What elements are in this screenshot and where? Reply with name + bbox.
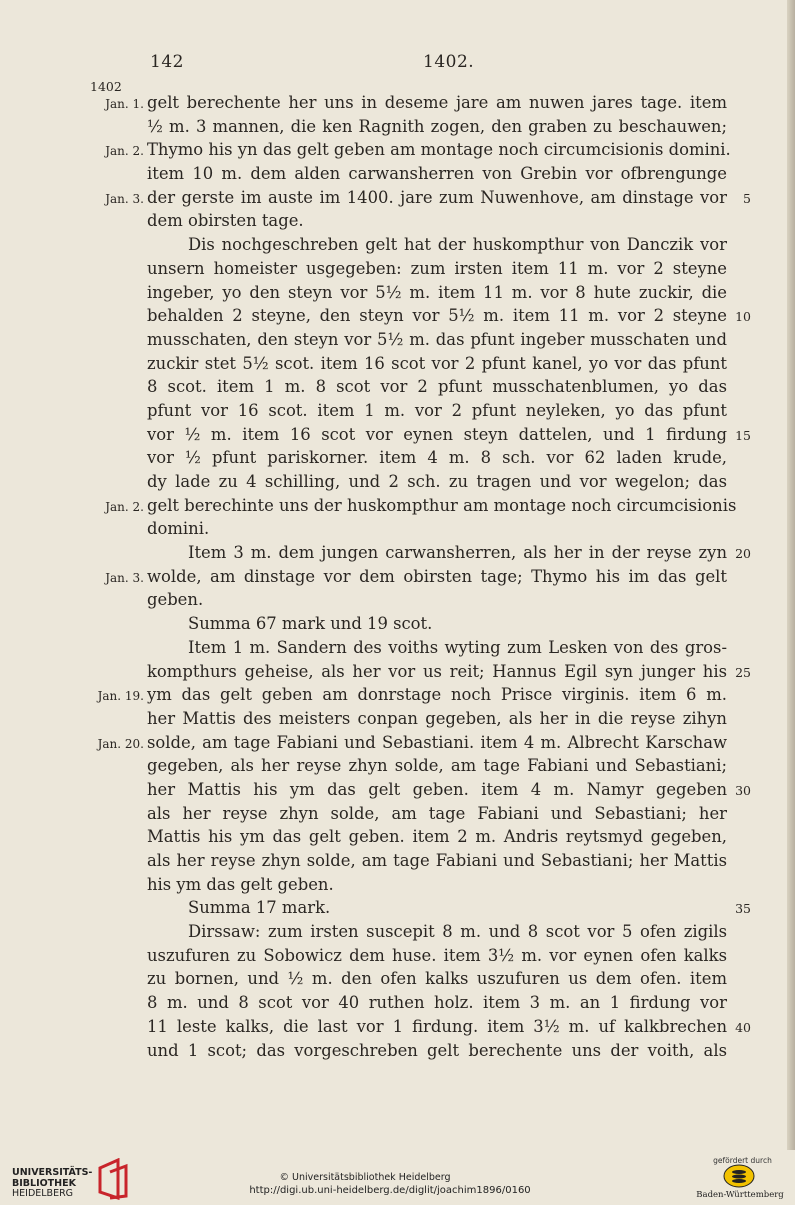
margin-date: Jan. 19.: [97, 689, 144, 704]
line-number: 10: [735, 309, 751, 325]
permalink-url[interactable]: http://digi.ub.uni-heidelberg.de/diglit/joachim1896/0160: [249, 1185, 531, 1196]
text-line: [0, 1015, 795, 1039]
line-text: item 10 m. dem alden carwansherren von Grebin vor ofbrengunge: [147, 164, 727, 184]
text-line: [0, 778, 795, 802]
margin-date: Jan. 2.: [105, 144, 144, 159]
line-text: gelt berechinte uns der huskompthur am montage noch circumcisionis: [147, 495, 737, 515]
funder-name: Baden-Württemberg: [696, 1190, 784, 1200]
line-text: her Mattis des meisters conpan gegeben, als her in die reyse zihyn: [147, 708, 727, 728]
line-text: wolde, am dinstage vor dem obirsten tage; Thymo his im das gelt: [147, 566, 727, 586]
line-text: zuckir stet 5½ scot. item 16 scot vor 2 pfunt kanel, yo vor das pfunt: [147, 353, 727, 373]
margin-date: Jan. 20.: [97, 736, 144, 751]
line-text: uszufuren zu Sobowicz dem huse. item 3½ m. vor eynen ofen kalks: [147, 945, 727, 965]
text-line: [0, 186, 795, 210]
line-text: Dis nochgeschreben gelt hat der huskompthur von Danczik vor: [188, 235, 727, 255]
margin-year: 1402: [90, 79, 122, 94]
line-number: 35: [735, 901, 751, 917]
library-logo[interactable]: [12, 1158, 142, 1200]
margin-date: Jan. 3.: [105, 570, 144, 585]
line-text: Dirssaw: zum irsten suscepit 8 m. und 8 scot vor 5 ofen zigils: [188, 922, 727, 942]
line-text: geben.: [147, 590, 204, 610]
text-line: [0, 470, 795, 494]
line-text: dy lade zu 4 schilling, und 2 sch. zu tragen und vor wegelon; das: [147, 472, 727, 491]
line-text: unsern homeister usgegeben: zum irsten item 11 m. vor 2 steyne: [147, 258, 727, 278]
line-text: pfunt vor 16 scot. item 1 m. vor 2 pfunt neyleken, yo das pfunt: [147, 400, 727, 420]
line-number: 20: [735, 546, 751, 562]
library-name-line1: UNIVERSITÄTS-: [12, 1167, 93, 1178]
line-number: 40: [735, 1019, 751, 1035]
text-line: [0, 328, 795, 352]
line-text: behalden 2 steyne, den steyn vor 5½ m. item 11 m. vor 2 steyne: [147, 306, 727, 326]
running-year-header: 1402.: [423, 52, 475, 72]
line-text: vor ½ pfunt pariskorner. item 4 m. 8 sch. vor 62 laden krude,: [147, 448, 727, 468]
line-text: Item 1 m. Sandern des voiths wyting zum Lesken von des gros-: [188, 637, 727, 657]
line-text: als her reyse zhyn solde, am tage Fabiani und Sebastiani; her Mattis: [147, 851, 727, 870]
text-line: [0, 896, 795, 920]
line-text: domini.: [147, 519, 210, 539]
copyright-notice: © Universitätsbibliothek Heidelberg: [279, 1172, 451, 1183]
line-text: zu bornen, und ½ m. den ofen kalks uszufuren us dem ofen. item: [147, 969, 727, 989]
text-line: [0, 944, 795, 968]
text-line: [0, 849, 795, 873]
margin-date: Jan. 3.: [105, 191, 144, 206]
text-line: [0, 920, 795, 944]
text-body: [0, 91, 795, 1062]
library-name-line3: HEIDELBERG: [12, 1188, 74, 1199]
line-text: ym das gelt geben am donrstage noch Prisce virginis. item 6 m.: [147, 685, 727, 705]
baden-wuerttemberg-crest-icon: [723, 1164, 755, 1188]
text-line: [0, 257, 795, 281]
text-line: [0, 304, 795, 328]
margin-date: Jan. 2.: [105, 499, 144, 514]
text-line: [0, 91, 795, 115]
library-logo-icon: [96, 1158, 132, 1200]
line-text: gegeben, als her reyse zhyn solde, am tage Fabiani und Sebastiani;: [147, 756, 727, 776]
text-line: [0, 281, 795, 305]
line-text: dem obirsten tage.: [147, 211, 304, 231]
text-line: [0, 399, 795, 423]
line-text: Summa 17 mark.: [188, 898, 331, 918]
text-line: [0, 873, 795, 897]
library-name: [12, 1168, 92, 1200]
text-line: [0, 612, 795, 636]
library-name-line2: BIBLIOTHEK: [12, 1177, 76, 1189]
text-line: [0, 588, 795, 612]
margin-date: Jan. 1.: [105, 97, 144, 111]
text-line: [0, 494, 795, 518]
text-line: [0, 352, 795, 376]
line-text: ½ m. 3 mannen, die ken Ragnith zogen, den graben zu beschauwen;: [147, 116, 727, 136]
line-number: 25: [735, 664, 751, 680]
text-line: [0, 1039, 795, 1063]
line-text: ingeber, yo den steyn vor 5½ m. item 11 m. vor 8 hute zuckir, die: [147, 282, 727, 302]
text-line: [0, 115, 795, 139]
text-line: [0, 162, 795, 186]
text-line: [0, 446, 795, 470]
text-line: [0, 802, 795, 826]
text-line: [0, 565, 795, 589]
line-text: Thymo his yn das gelt geben am montage noch circumcisionis domini.: [147, 140, 731, 160]
line-text: 8 m. und 8 scot vor 40 ruthen holz. item 3 m. an 1 firdung vor: [147, 993, 727, 1013]
line-text: 8 scot. item 1 m. 8 scot vor 2 pfunt musschatenblumen, yo das: [147, 377, 727, 397]
text-line: [0, 707, 795, 731]
line-number: 5: [743, 190, 751, 206]
line-text: musschaten, den steyn vor 5½ m. das pfunt ingeber musschaten und: [147, 329, 727, 349]
text-line: [0, 233, 795, 257]
line-text: und 1 scot; das vorgeschreben gelt berechente uns der voith, als: [147, 1040, 727, 1060]
line-text: der gerste im auste im 1400. jare zum Nuwenhove, am dinstage vor: [147, 187, 727, 207]
text-line: [0, 636, 795, 660]
text-line: [0, 541, 795, 565]
text-line: [0, 754, 795, 778]
line-text: Summa 67 mark und 19 scot.: [188, 614, 433, 634]
text-line: [0, 209, 795, 233]
text-line: [0, 423, 795, 447]
line-text: Item 3 m. dem jungen carwansherren, als her in der reyse zyn: [188, 543, 727, 563]
funding-label: gefördert durch: [713, 1156, 772, 1165]
text-line: [0, 967, 795, 991]
line-text: 11 leste kalks, die last vor 1 firdung. item 3½ m. uf kalkbrechen: [147, 1016, 727, 1036]
footer: [0, 1150, 795, 1205]
line-number: 30: [735, 782, 751, 798]
text-line: [0, 683, 795, 707]
text-line: [0, 375, 795, 399]
line-text: Mattis his ym das gelt geben. item 2 m. Andris reytsmyd gegeben,: [147, 827, 727, 847]
text-line: [0, 825, 795, 849]
line-text: solde, am tage Fabiani und Sebastiani. item 4 m. Albrecht Karschaw: [147, 732, 727, 752]
line-text: kompthurs geheise, als her vor us reit; Hannus Egil syn junger his: [147, 661, 727, 681]
text-line: [0, 731, 795, 755]
text-line: [0, 991, 795, 1015]
text-line: [0, 138, 795, 162]
line-text: vor ½ m. item 16 scot vor eynen steyn dattelen, und 1 firdung: [147, 424, 727, 444]
line-text: his ym das gelt geben.: [147, 874, 334, 894]
line-text: gelt berechente her uns in deseme jare am nuwen jares tage. item: [147, 93, 727, 112]
text-line: [0, 517, 795, 541]
text-line: [0, 660, 795, 684]
line-text: als her reyse zhyn solde, am tage Fabiani und Sebastiani; her: [147, 803, 727, 823]
page-number: 142: [150, 52, 184, 72]
line-text: her Mattis his ym das gelt geben. item 4 m. Namyr gegeben: [147, 779, 727, 799]
line-number: 15: [735, 427, 751, 443]
